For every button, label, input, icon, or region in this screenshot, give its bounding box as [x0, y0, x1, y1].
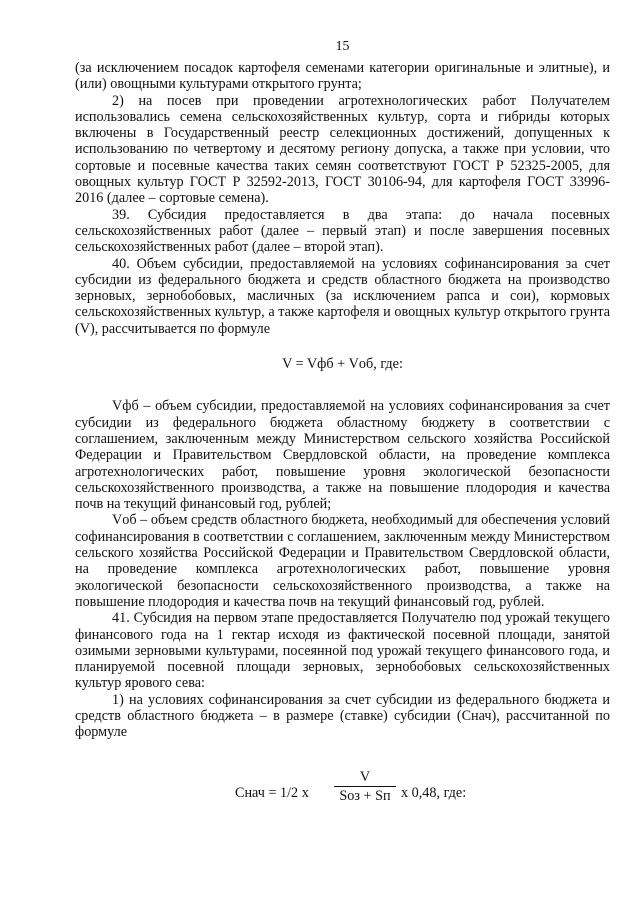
formula-rate-fraction — [334, 769, 396, 804]
paragraph-continuation: (за исключением посадок картофеля семенами категории оригинальные и элитные), и (или) овощными культурами открытого грунта; — [75, 60, 610, 93]
formula-rate-rhs: x 0,48, где: — [401, 784, 467, 801]
formula-rate — [75, 769, 610, 813]
fraction-numerator: V — [359, 768, 371, 785]
paragraph-41-item-1: 1) на условиях софинансирования за счет субсидии из федерального бюджета и средств областного бюджета – в размере (ставке) субсидии (Снач), рассчитанной по формуле — [75, 691, 610, 741]
page-number: 15 — [335, 39, 350, 54]
paragraph-item-2: 2) на посев при проведении агротехнологических работ Получателем использовались семена сельскохозяйственных культур, сорта и гибриды которых включены в Государственный реестр селекционных достижений, допущенных к использованию по четвертому и десятому региону допуска, а также при условии, что сортовые и посевные качества таких семян соответствуют ГОСТ Р 52325-2005, для овощных культур ГОСТ Р 32592-2013, ГОСТ 30106-94, для картофеля ГОСТ 33996-2016 (далее – сортовые семена). — [75, 92, 610, 207]
paragraph-41: 41. Субсидия на первом этапе предоставляется Получателю под урожай текущего финансового года на 1 гектар исходя из фактической посевной площади, занятой озимыми зерновыми культурами, посеянной под урожай текущего финансового года, и планируемой посевной площади зерновых, зернобобовых сельскохозяйственных культур ярового сева: — [75, 610, 610, 692]
definition-vob: Vоб – объем средств областного бюджета, необходимый для обеспечения условий софинансирования в соответствии с соглашением, заключенным между Министерством сельского хозяйства Российской Федерации и Правительством Свердловской области, на проведение комплекса агротехнологических работ, повышение уровня экологической безопасности сельскохозяйственного производства, а также на повышение плодородия и качества почв на текущий финансовый год, рублей. — [75, 512, 610, 610]
fraction-bar — [334, 786, 396, 787]
formula-rate-lhs: Снач = 1/2 x — [235, 784, 309, 801]
formula-total-volume: V = Vфб + Vоб, где: — [282, 356, 403, 373]
document-body — [75, 60, 610, 813]
fraction-denominator: Sоз + Sп — [339, 787, 391, 804]
paragraph-39: 39. Субсидия предоставляется в два этапа: до начала посевных сельскохозяйственных работ (далее – первый этап) и после завершения посевных сельскохозяйственных работ (далее – второй этап). — [75, 206, 610, 256]
definition-vfb: Vфб – объем субсидии, предоставляемой на условиях софинансирования за счет субсидии из федерального бюджета областному бюджету в соответствии с соглашением, заключенным между Министерством сельского хозяйства Российской Федерации и Правительством Свердловской области, на проведение комплекса агротехнологических работ, повышение уровня экологической безопасности сельскохозяйственного производства, а также на повышение плодородия и качества почв на текущий финансовый год, рублей; — [75, 398, 610, 513]
paragraph-40: 40. Объем субсидии, предоставляемой на условиях софинансирования за счет субсидии из федерального бюджета и средств областного бюджета на производство зерновых, зернобобовых, масличных (за исключением рапса и сои), кормовых сельскохозяйственных культур, а также картофеля и овощных культур открытого грунта (V), рассчитывается по формуле — [75, 255, 610, 337]
